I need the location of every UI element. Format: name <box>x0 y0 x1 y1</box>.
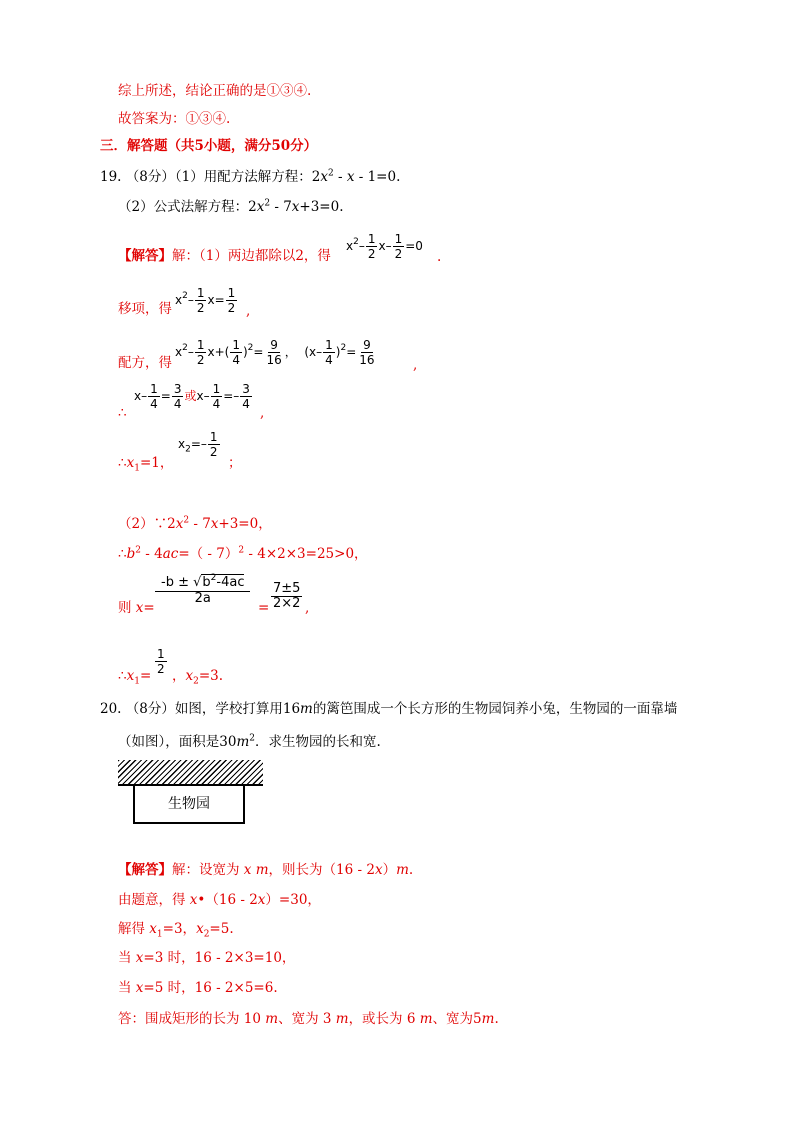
answer18-line: 故答案为：①③④. <box>118 111 231 127</box>
period-mark: . <box>437 249 442 265</box>
quad-formula: $\frac{-b \pm √b^2-4ac}{2a}$ <box>154 576 251 606</box>
solution-tag-20: 【解答】 <box>118 862 172 878</box>
eq-sign: = <box>258 600 270 616</box>
q19-number: 19. <box>100 169 122 185</box>
solution-tag: 【解答】 <box>118 248 172 264</box>
sol20-line5: 当 x=5 时，16 - 2×5=6. <box>118 980 278 996</box>
sol19-step1: 解：（1）两边都除以2，得 <box>172 248 331 264</box>
q20-statement-2: （如图），面积是$30m^2$．求生物园的长和宽. <box>118 733 381 750</box>
eq-x2-half: $x_2=-$ $\frac{1}{2}$ <box>178 430 218 459</box>
therefore-sign: ∴ <box>118 405 127 421</box>
wall-hatch <box>118 760 263 786</box>
section-heading: 三．解答题（共5小题，满分50分） <box>100 138 318 154</box>
root-half: $\frac{1}{2}$ <box>157 647 165 676</box>
eq-divided: $x^2-$ $\frac{1}{2}$ x– $\frac{1}{2}$ =0 <box>346 232 423 261</box>
eq-moved: $x^2-$ $\frac{1}{2}$ x= $\frac{1}{2}$ <box>175 286 236 315</box>
move-label: 移项，得 <box>118 301 172 317</box>
p2-given: $(2)\because 2x^2 - 7x+3=0$， <box>118 515 272 532</box>
x1-eq1: $\therefore x_1=1$， <box>118 455 174 474</box>
period-mark: , <box>246 303 251 319</box>
roots2-tail: ，$x_2=3$. <box>172 668 224 687</box>
summary-line: 综上所述，结论正确的是①③④. <box>118 83 312 99</box>
period-mark: , <box>413 357 418 373</box>
sol20-line3: 解得 $x_1=3$，$x_2=5$. <box>118 921 234 940</box>
q19-part2-text: （2）公式法解方程：2 <box>118 199 257 215</box>
q19-part2: （2）公式法解方程：$2x^2 - 7x+3=0$. <box>118 198 344 215</box>
discriminant: $\therefore b^2 - 4ac=( - 7)^2 - 4\times 2\times 3=25>0$， <box>118 545 368 562</box>
sol20-line6: 答：围成矩形的长为 10 m、宽为 3 m，或长为 6 m、宽为5m. <box>118 1011 499 1027</box>
roots2-line: $\therefore x_1=$ <box>118 668 152 687</box>
garden-rectangle <box>133 784 245 824</box>
q19-text: （8分）（1）用配方法解方程：2 <box>125 169 321 185</box>
sol20-line2: 由题意，得 x•（16 - 2x）=30， <box>118 892 321 908</box>
sol20-line4: 当 x=3 时，16 - 2×3=10， <box>118 950 296 966</box>
q20-statement: 20. （8分）如图，学校打算用16m的篱笆围成一个长方形的生物园饲养小兔，生物园的一面靠墙 <box>100 701 678 717</box>
complete-label: 配方，得 <box>118 355 172 371</box>
q20-number: 20. <box>100 701 122 717</box>
eq-roots1: x– $\frac{1}{4}$ = $\frac{3}{4}$ 或x– $\frac{1}{4}$ =– $\frac{3}{4}$ <box>134 382 250 411</box>
eq-complete: $x^2-$ $\frac{1}{2}$ x+( $\frac{1}{4}$ )$^2$= $\frac{9}{16}$ ， (x– $\frac{1}{4}$ )$^2$= $\frac{9}{16}$ <box>175 338 375 367</box>
period-mark: , <box>260 405 265 421</box>
sol20-line1: 【解答】解：设宽为 x m，则长为（16 - 2x）m. <box>118 862 414 878</box>
period-mark: , <box>305 600 310 616</box>
q19-statement: 19. （8分）（1）用配方法解方程：$2x^2 - x - 1=0$. <box>100 168 401 185</box>
quad-substituted: $\frac{7\pm 5}{2\times 2}$ <box>273 581 301 611</box>
period-mark: ； <box>228 455 242 471</box>
sol19-line1 <box>118 247 331 265</box>
then-x: 则 x= <box>118 600 155 616</box>
garden-label: 生物园 <box>168 796 210 812</box>
or-text: 或 <box>184 389 197 403</box>
